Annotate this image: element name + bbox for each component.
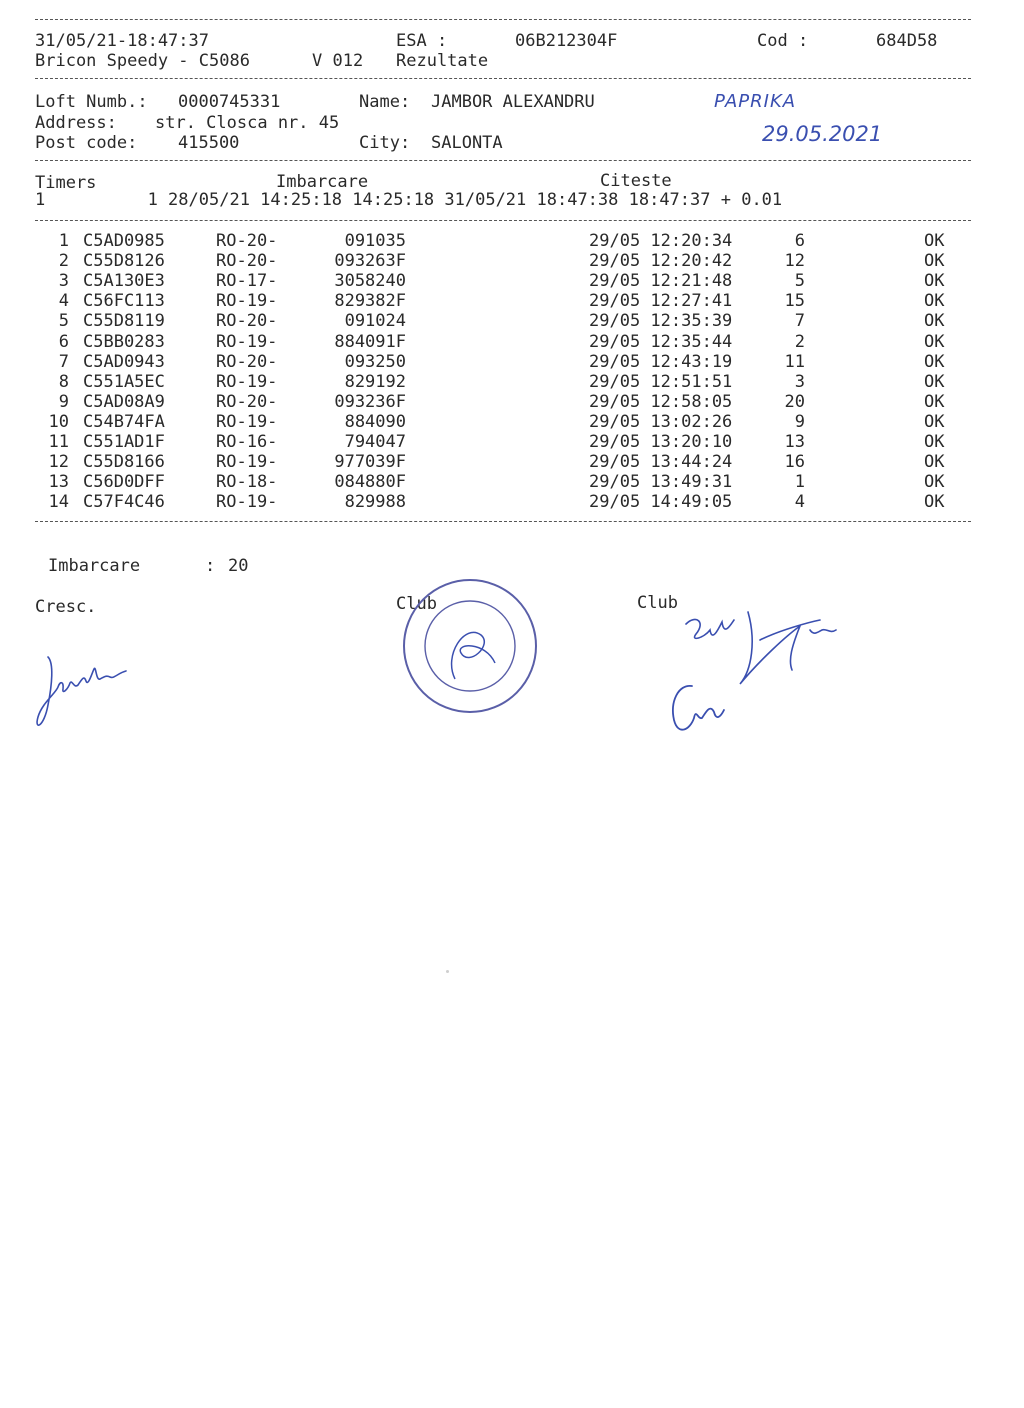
table-row bbox=[0, 492, 1024, 512]
report-type: Rezultate bbox=[396, 51, 489, 71]
arrival-time: 29/05 13:44:24 bbox=[589, 452, 733, 473]
table-row bbox=[0, 271, 1024, 291]
ring-number: 093263F bbox=[334, 251, 406, 272]
arrival-time: 29/05 12:43:19 bbox=[589, 351, 733, 372]
status-value: OK bbox=[924, 311, 945, 332]
page-speck bbox=[446, 970, 449, 973]
owner-name: JAMBOR ALEXANDRU bbox=[431, 92, 595, 112]
status-value: OK bbox=[924, 411, 945, 432]
chip-code: C54B74FA bbox=[83, 411, 165, 432]
ring-number: 091024 bbox=[344, 311, 406, 332]
rank-value: 7 bbox=[794, 311, 805, 332]
ring-prefix: RO-19- bbox=[216, 411, 278, 432]
rank-value: 1 bbox=[794, 472, 805, 493]
arrival-time: 29/05 12:35:44 bbox=[589, 331, 733, 352]
table-row bbox=[0, 291, 1024, 311]
ring-prefix: RO-16- bbox=[216, 432, 278, 452]
ring-number: 093236F bbox=[334, 391, 406, 412]
timers-title: Timers bbox=[35, 173, 97, 193]
chip-code: C56FC113 bbox=[83, 291, 165, 312]
ring-prefix: RO-19- bbox=[216, 492, 278, 513]
rank-value: 12 bbox=[784, 251, 805, 272]
chip-code: C5BB0283 bbox=[83, 331, 165, 352]
chip-code: C5AD0943 bbox=[83, 351, 165, 372]
ring-prefix: RO-20- bbox=[216, 231, 278, 251]
arrival-time: 29/05 12:20:34 bbox=[589, 231, 733, 251]
timers-rule bbox=[35, 220, 971, 221]
arrival-time: 29/05 12:27:41 bbox=[589, 291, 733, 312]
ring-number: 3058240 bbox=[334, 271, 406, 292]
row-number: 3 bbox=[58, 271, 69, 292]
table-row bbox=[0, 352, 1024, 372]
handwritten-date: 29.05.2021 bbox=[762, 122, 883, 146]
handwritten-note: PAPRIKA bbox=[714, 91, 797, 112]
row-number: 7 bbox=[58, 351, 69, 372]
arrival-time: 29/05 13:49:31 bbox=[589, 472, 733, 493]
footer-imbarcare-label: Imbarcare bbox=[48, 556, 141, 576]
status-value: OK bbox=[924, 271, 945, 292]
club-stamp bbox=[395, 571, 545, 721]
name-label: Name: bbox=[359, 92, 411, 112]
arrival-time: 29/05 14:49:05 bbox=[589, 492, 733, 513]
rank-value: 5 bbox=[794, 271, 805, 292]
status-value: OK bbox=[924, 371, 945, 392]
table-row bbox=[0, 412, 1024, 432]
timers-imbarcare-label: Imbarcare bbox=[276, 172, 369, 192]
ring-number: 093250 bbox=[344, 351, 406, 372]
table-row bbox=[0, 311, 1024, 331]
row-number: 11 bbox=[48, 432, 69, 452]
row-number: 6 bbox=[58, 331, 69, 352]
row-number: 12 bbox=[48, 452, 69, 473]
address-label: Address: bbox=[35, 113, 117, 133]
club-signature bbox=[660, 600, 850, 750]
status-value: OK bbox=[924, 331, 945, 352]
arrival-time: 29/05 13:02:26 bbox=[589, 411, 733, 432]
footer-imbarcare-value: 20 bbox=[228, 556, 249, 576]
club-label-2: Club bbox=[637, 593, 678, 613]
timers-line: 1 1 28/05/21 14:25:18 14:25:18 31/05/21 18:47:38 18:47:37 + 0.01 bbox=[35, 190, 783, 210]
row-number: 8 bbox=[58, 371, 69, 392]
status-value: OK bbox=[924, 432, 945, 452]
row-number: 14 bbox=[48, 492, 69, 513]
owner-rule bbox=[35, 160, 971, 161]
table-row bbox=[0, 452, 1024, 472]
table-row bbox=[0, 392, 1024, 412]
esa-value: 06B212304F bbox=[515, 31, 618, 51]
row-number: 1 bbox=[58, 231, 69, 251]
ring-prefix: RO-19- bbox=[216, 452, 278, 473]
rank-value: 2 bbox=[794, 331, 805, 352]
rank-value: 6 bbox=[794, 231, 805, 251]
chip-code: C56D0DFF bbox=[83, 472, 165, 493]
ring-number: 084880F bbox=[334, 472, 406, 493]
arrival-time: 29/05 12:58:05 bbox=[589, 391, 733, 412]
ring-number: 884090 bbox=[344, 411, 406, 432]
ring-prefix: RO-19- bbox=[216, 331, 278, 352]
ring-prefix: RO-20- bbox=[216, 391, 278, 412]
arrival-time: 29/05 13:20:10 bbox=[589, 432, 733, 452]
rank-value: 9 bbox=[794, 411, 805, 432]
rank-value: 20 bbox=[784, 391, 805, 412]
ring-number: 829382F bbox=[334, 291, 406, 312]
ring-number: 091035 bbox=[344, 231, 406, 251]
table-row bbox=[0, 432, 1024, 452]
status-value: OK bbox=[924, 251, 945, 272]
arrival-time: 29/05 12:51:51 bbox=[589, 371, 733, 392]
top-rule bbox=[35, 19, 971, 20]
rank-value: 16 bbox=[784, 452, 805, 473]
chip-code: C57F4C46 bbox=[83, 492, 165, 513]
table-row bbox=[0, 251, 1024, 271]
ring-number: 977039F bbox=[334, 452, 406, 473]
loft-label: Loft Numb.: bbox=[35, 92, 148, 112]
ring-prefix: RO-19- bbox=[216, 291, 278, 312]
owner-postcode: 415500 bbox=[178, 133, 240, 153]
owner-city: SALONTA bbox=[431, 133, 503, 153]
owner-address: str. Closca nr. 45 bbox=[155, 113, 340, 133]
row-number: 4 bbox=[58, 291, 69, 312]
status-value: OK bbox=[924, 291, 945, 312]
status-value: OK bbox=[924, 391, 945, 412]
header-rule bbox=[35, 78, 971, 79]
ring-number: 829192 bbox=[344, 371, 406, 392]
chip-code: C551A5EC bbox=[83, 371, 165, 392]
table-row bbox=[0, 372, 1024, 392]
status-value: OK bbox=[924, 472, 945, 493]
ring-prefix: RO-20- bbox=[216, 251, 278, 272]
results-rule bbox=[35, 521, 971, 522]
chip-code: C55D8166 bbox=[83, 452, 165, 473]
chip-code: C55D8126 bbox=[83, 251, 165, 272]
city-label: City: bbox=[359, 133, 411, 153]
cod-label: Cod : bbox=[757, 31, 809, 51]
cod-value: 684D58 bbox=[876, 31, 938, 51]
postcode-label: Post code: bbox=[35, 133, 138, 153]
ring-number: 884091F bbox=[334, 331, 406, 352]
row-number: 13 bbox=[48, 472, 69, 493]
loft-number: 0000745331 bbox=[178, 92, 281, 112]
arrival-time: 29/05 12:20:42 bbox=[589, 251, 733, 272]
status-value: OK bbox=[924, 492, 945, 513]
row-number: 10 bbox=[48, 411, 69, 432]
status-value: OK bbox=[924, 452, 945, 473]
status-value: OK bbox=[924, 351, 945, 372]
esa-label: ESA : bbox=[396, 31, 448, 51]
row-number: 2 bbox=[58, 251, 69, 272]
table-row bbox=[0, 231, 1024, 251]
ring-number: 794047 bbox=[344, 432, 406, 452]
rank-value: 4 bbox=[794, 492, 805, 513]
device-name: Bricon Speedy - C5086 bbox=[35, 51, 250, 71]
club-label-1: Club bbox=[396, 594, 437, 614]
cresc-label: Cresc. bbox=[35, 597, 97, 617]
arrival-time: 29/05 12:21:48 bbox=[589, 271, 733, 292]
breeder-signature bbox=[30, 645, 140, 735]
device-version: V 012 bbox=[312, 51, 364, 71]
ring-prefix: RO-20- bbox=[216, 311, 278, 332]
ring-prefix: RO-18- bbox=[216, 472, 278, 493]
rank-value: 15 bbox=[784, 291, 805, 312]
chip-code: C551AD1F bbox=[83, 432, 165, 452]
table-row bbox=[0, 332, 1024, 352]
timers-citeste-label: Citeste bbox=[600, 171, 672, 191]
footer-imbarcare-sep: : bbox=[205, 556, 216, 576]
chip-code: C55D8119 bbox=[83, 311, 165, 332]
row-number: 9 bbox=[58, 391, 69, 412]
rank-value: 13 bbox=[784, 432, 805, 452]
ring-prefix: RO-20- bbox=[216, 351, 278, 372]
arrival-time: 29/05 12:35:39 bbox=[589, 311, 733, 332]
ring-prefix: RO-19- bbox=[216, 371, 278, 392]
ring-prefix: RO-17- bbox=[216, 271, 278, 292]
chip-code: C5AD0985 bbox=[83, 231, 165, 251]
ring-number: 829988 bbox=[344, 492, 406, 513]
table-row bbox=[0, 472, 1024, 492]
rank-value: 3 bbox=[794, 371, 805, 392]
chip-code: C5AD08A9 bbox=[83, 391, 165, 412]
report-datetime: 31/05/21-18:47:37 bbox=[35, 31, 209, 51]
row-number: 5 bbox=[58, 311, 69, 332]
status-value: OK bbox=[924, 231, 945, 251]
rank-value: 11 bbox=[784, 351, 805, 372]
chip-code: C5A130E3 bbox=[83, 271, 165, 292]
